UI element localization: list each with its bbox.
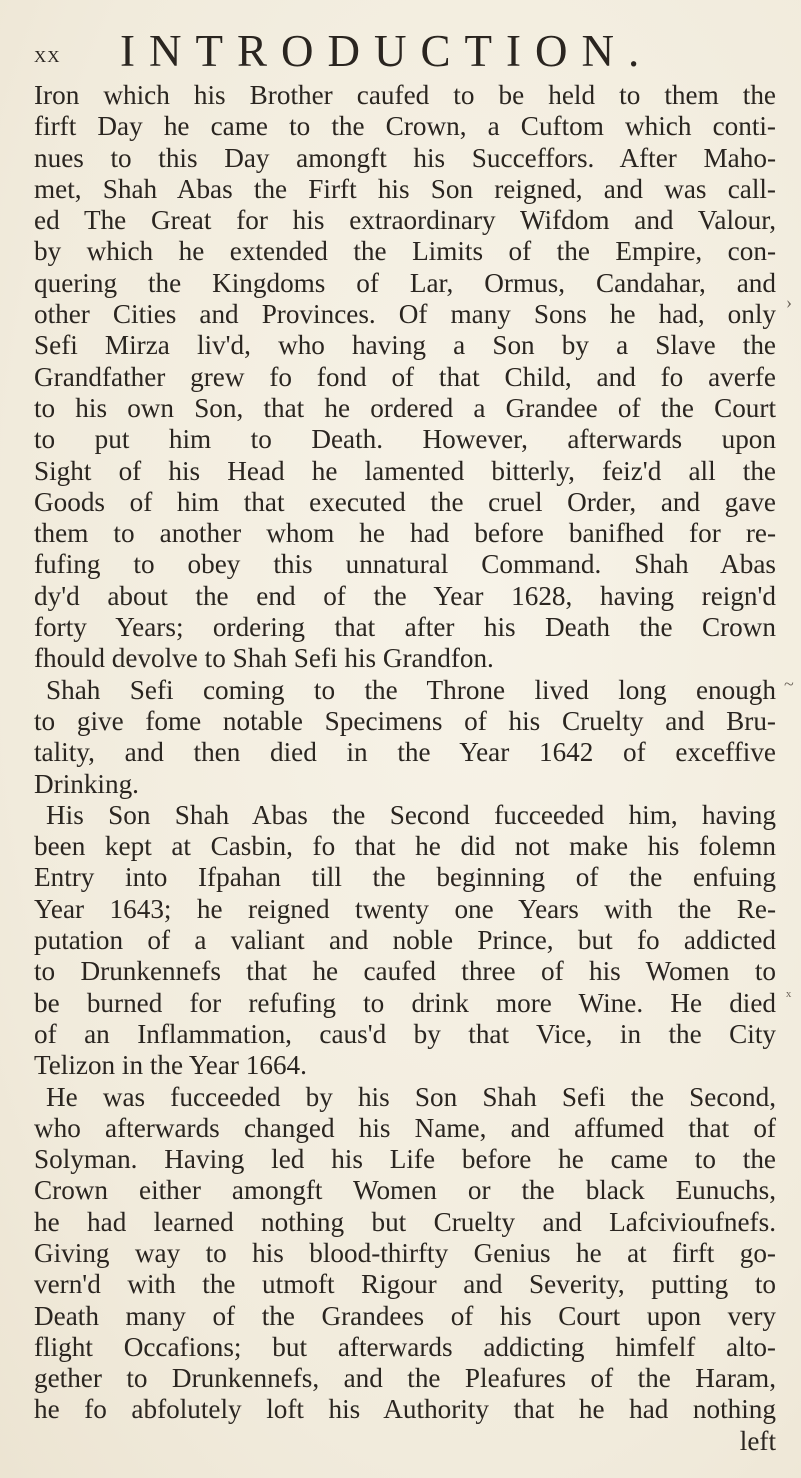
text-line: Goods of him that executed the cruel Order, and gave — [34, 486, 776, 517]
text-line: Grandfather grew fo fond of that Child, and fo averfe — [34, 361, 776, 392]
text-line: fhould devolve to Shah Sefi his Grandfon. — [34, 643, 494, 674]
text-line: be burned for refufing to drink more Wine. He died — [34, 987, 776, 1018]
text-line: he had learned nothing but Cruelty and Lafcivioufnefs. — [34, 1206, 776, 1237]
margin-mark: › — [786, 292, 792, 312]
text-line: Iron which his Brother caufed to be held to them the — [34, 80, 776, 110]
text-line: Drinking. — [34, 768, 139, 799]
text-line: to his own Son, that he ordered a Grandee of the Court — [34, 392, 776, 423]
text-line: by which he extended the Limits of the Empire, con- — [34, 236, 776, 267]
text-line: of an Inflammation, caus'd by that Vice, in the City — [34, 1018, 776, 1049]
text-line: His Son Shah Abas the Second fucceeded him, having — [46, 799, 776, 830]
text-line: dy'd about the end of the Year 1628, having reign'd — [34, 580, 776, 611]
text-line: Shah Sefi coming to the Throne lived long enough — [46, 674, 776, 705]
margin-mark: ˣ — [786, 986, 792, 1006]
text-line: to give fome notable Specimens of his Cruelty and Bru- — [34, 705, 776, 736]
catchword: left — [739, 1425, 776, 1456]
text-line: who afterwards changed his Name, and affumed that of — [34, 1112, 776, 1143]
text-line: them to another whom he had before banifhed for re- — [34, 518, 776, 549]
text-line: been kept at Casbin, fo that he did not make his folemn — [34, 831, 776, 862]
text-line: other Cities and Provinces. Of many Sons he had, only — [34, 299, 776, 330]
text-line: Crown either amongft Women or the black Eunuchs, — [34, 1175, 776, 1206]
margin-mark: ~ — [784, 674, 794, 694]
page-header — [34, 26, 774, 76]
text-line: quering the Kingdoms of Lar, Ormus, Candahar, and — [34, 267, 776, 298]
text-line: met, Shah Abas the Firft his Son reigned, and was call- — [34, 173, 776, 204]
text-line: flight Occafions; but afterwards addicting himfelf alto- — [34, 1331, 776, 1362]
text-line: forty Years; ordering that after his Death the Crown — [34, 612, 776, 643]
text-line: Telizon in the Year 1664. — [34, 1050, 307, 1081]
body-text — [34, 80, 776, 1457]
text-line: to Drunkennefs that he caufed three of his Women to — [34, 956, 776, 987]
text-line: nues to this Day amongft his Succeffors. After Maho- — [34, 142, 776, 173]
text-line: firft Day he came to the Crown, a Cuftom which conti- — [34, 111, 776, 142]
text-line: ed The Great for his extraordinary Wifdom and Valour, — [34, 205, 776, 236]
running-title: INTRODUCTION. — [120, 26, 654, 76]
text-line: putation of a valiant and noble Prince, but fo addicted — [34, 925, 776, 956]
page-number: xx — [34, 42, 61, 68]
text-line: gether to Drunkennefs, and the Pleafures of the Haram, — [34, 1363, 776, 1394]
text-line: Giving way to his blood-thirfty Genius he at firft go- — [34, 1237, 776, 1268]
text-line: Death many of the Grandees of his Court upon very — [34, 1300, 776, 1331]
text-line: vern'd with the utmoft Rigour and Severity, putting to — [34, 1269, 776, 1300]
text-line: Year 1643; he reigned twenty one Years with the Re- — [34, 893, 776, 924]
text-line: Sefi Mirza liv'd, who having a Son by a Slave the — [34, 330, 776, 361]
text-line: he fo abfolutely loft his Authority that he had nothing — [34, 1394, 776, 1425]
text-line: Sight of his Head he lamented bitterly, feiz'd all the — [34, 455, 776, 486]
text-line: Entry into Ifpahan till the beginning of the enfuing — [34, 862, 776, 893]
text-line: to put him to Death. However, afterwards upon — [34, 424, 776, 455]
text-line: fufing to obey this unnatural Command. Shah Abas — [34, 549, 776, 580]
text-line: He was fucceeded by his Son Shah Sefi the Second, — [46, 1081, 776, 1112]
text-line: Solyman. Having led his Life before he came to the — [34, 1144, 776, 1175]
text-line: tality, and then died in the Year 1642 of exceffive — [34, 737, 776, 768]
